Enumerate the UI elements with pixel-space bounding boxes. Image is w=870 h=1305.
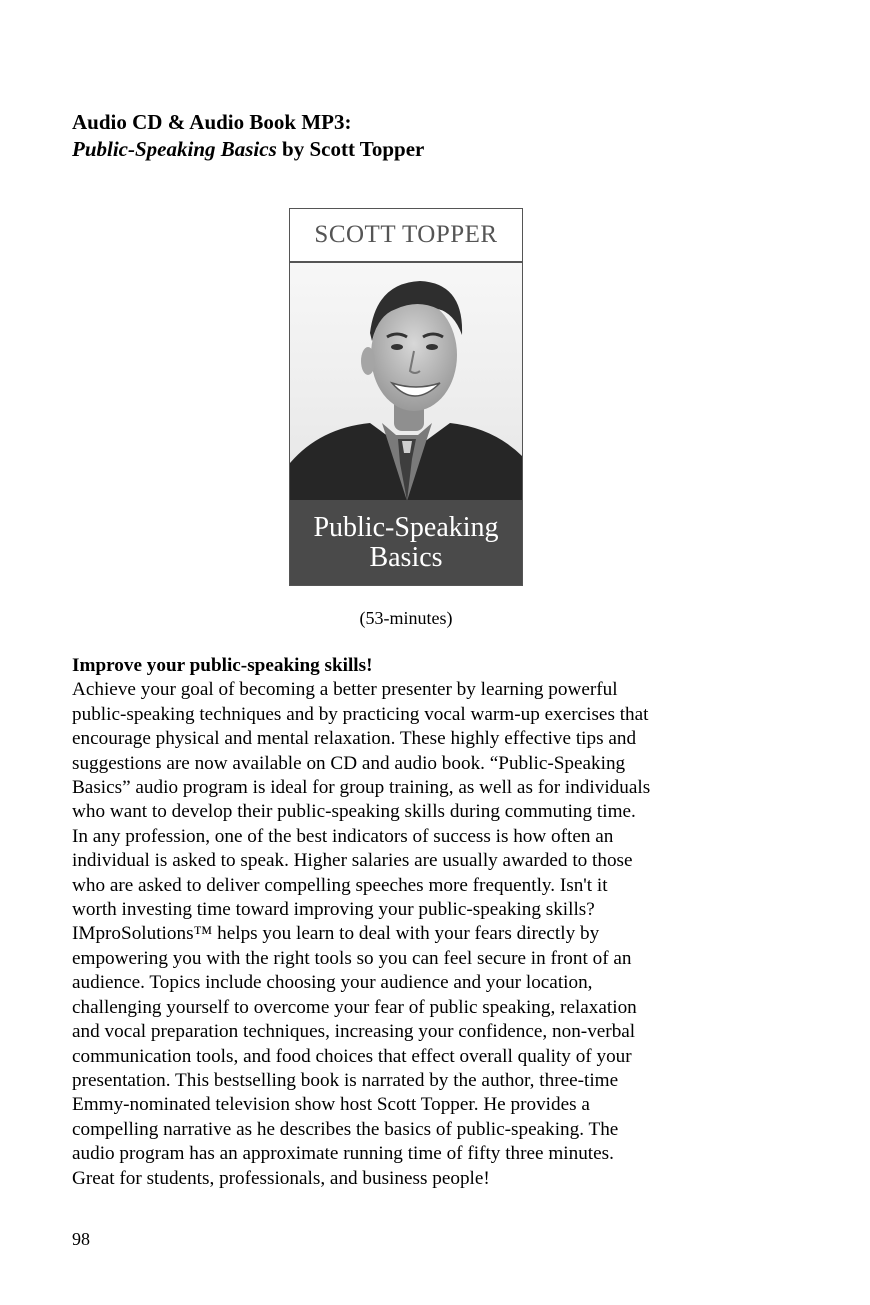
body-line: Emmy-nominated television show host Scott Topper. He provides a	[72, 1094, 590, 1116]
section-heading	[72, 109, 424, 163]
body-line: worth investing time toward improving your public-speaking skills?	[72, 899, 595, 921]
body-line: suggestions are now available on CD and audio book. “Public-Speaking	[72, 752, 626, 774]
body-line: IMproSolutions™ helps you learn to deal with your fears directly by	[72, 923, 600, 945]
body-line: challenging yourself to overcome your fear of public speaking, relaxation	[72, 996, 637, 1018]
body-line: public-speaking techniques and by practicing vocal warm-up exercises that	[72, 703, 649, 725]
heading-line-2	[72, 136, 424, 163]
body-line: communication tools, and food choices that effect overall quality of your	[72, 1045, 632, 1067]
body-line: In any profession, one of the best indicators of success is how often an	[72, 825, 614, 847]
lead-sentence: Improve your public-speaking skills!	[72, 655, 373, 676]
book-title: Public-Speaking Basics	[72, 137, 277, 161]
body-line: Basics” audio program is ideal for group training, as well as for individuals	[72, 777, 651, 799]
body-line: audio program has an approximate running time of fifty three minutes.	[72, 1143, 614, 1165]
running-time: (53-minutes)	[359, 608, 453, 628]
body-line: encourage physical and mental relaxation. These highly effective tips and	[72, 728, 637, 750]
body-line: and vocal preparation techniques, increasing your confidence, non-verbal	[72, 1021, 636, 1043]
heading-line-1: Audio CD & Audio Book MP3:	[72, 110, 352, 134]
cover-title-band	[290, 500, 522, 585]
page-number: 98	[72, 1229, 90, 1249]
author-portrait	[290, 263, 522, 501]
cover-title-line-2: Basics	[369, 541, 443, 573]
body-line: audience. Topics include choosing your audience and your location,	[72, 972, 593, 994]
body-line: empowering you with the right tools so you can feel secure in front of an	[72, 947, 632, 969]
body-line: Achieve your goal of becoming a better presenter by learning powerful	[72, 679, 618, 701]
body-line: who are asked to deliver compelling speeches more frequently. Isn't it	[72, 874, 608, 896]
portrait-illustration	[290, 263, 522, 501]
book-byline: by Scott Topper	[276, 137, 425, 161]
book-cover-image	[289, 208, 523, 586]
body-line: individual is asked to speak. Higher salaries are usually awarded to those	[72, 850, 633, 872]
body-line: presentation. This bestselling book is narrated by the author, three-time	[72, 1069, 619, 1091]
body-line: Great for students, professionals, and business people!	[72, 1167, 490, 1189]
body-line: who want to develop their public-speaking skills during commuting time.	[72, 801, 636, 823]
cover-title-line-1: Public-Speaking	[313, 511, 499, 543]
cover-author: SCOTT TOPPER	[290, 209, 522, 263]
body-line: compelling narrative as he describes the basics of public-speaking. The	[72, 1118, 619, 1140]
description	[72, 654, 792, 1191]
